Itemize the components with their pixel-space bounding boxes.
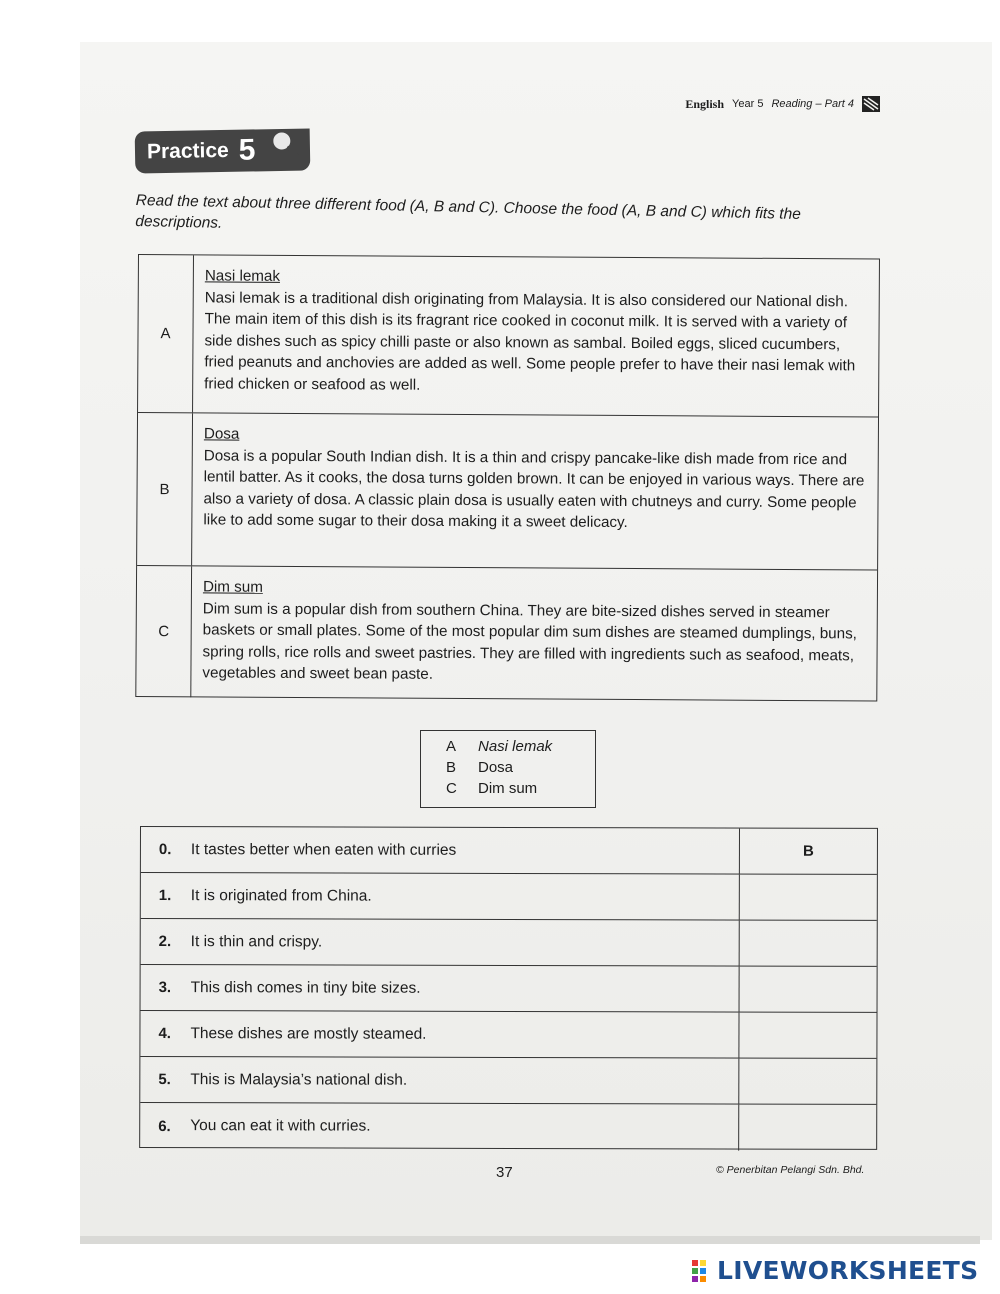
- food-description: [202, 576, 869, 688]
- food-letter: A: [138, 255, 194, 412]
- liveworksheets-watermark: [692, 1256, 978, 1285]
- question-text: It tastes better when eaten with curries: [190, 840, 457, 859]
- food-row: [137, 413, 878, 571]
- question-row: [141, 965, 877, 1013]
- key-food-name: Dim sum: [478, 780, 538, 797]
- book-icon: [862, 96, 880, 112]
- food-descriptions-table: [135, 254, 880, 702]
- key-letter: B: [446, 759, 457, 776]
- key-food-name: Nasi lemak: [478, 738, 553, 755]
- magnifier-icon: [266, 127, 301, 162]
- section-label: Reading – Part 4: [771, 98, 854, 110]
- food-paragraph: Dim sum is a popular dish from southern China. They are bite-sized dishes served in steamer baskets or small plates. Some of the most popular dim sum dishes are steamed dumplings, buns, spring rolls, rice rolls and sweet pastries. They are filled with ingredients such as seafood, meats, vegetables and sweet bean paste.: [202, 599, 857, 683]
- practice-banner: [135, 128, 311, 173]
- food-letter: C: [136, 566, 192, 697]
- question-number: 6.: [158, 1117, 171, 1135]
- questions-table: [139, 826, 878, 1150]
- food-description: [204, 265, 871, 398]
- key-row: [446, 757, 595, 778]
- food-description: [203, 423, 870, 535]
- practice-number: 5: [238, 133, 256, 167]
- practice-label: Practice: [146, 138, 229, 164]
- question-number: 1.: [158, 887, 172, 905]
- food-title: Dim sum: [202, 578, 263, 596]
- question-text: It is originated from China.: [190, 886, 372, 905]
- question-text: These dishes are mostly steamed.: [190, 1024, 427, 1043]
- food-title: Dosa: [203, 425, 240, 443]
- question-number: 3.: [158, 979, 172, 997]
- running-head: [685, 96, 880, 112]
- answer-input-2[interactable]: [739, 921, 877, 966]
- question-row: [141, 873, 877, 921]
- key-row: [446, 736, 595, 757]
- question-text: It is thin and crispy.: [190, 932, 323, 950]
- food-letter: B: [137, 413, 193, 565]
- food-paragraph: Dosa is a popular South Indian dish. It is a thin and crispy pancake-like dish made from rice and lentil batter. As it cooks, the dosa turns golden brown. It can be enjoyed in various ways. There are also a variety of dosa. A classic plain dosa is usually eaten with chutneys and curry. Some people like to add some sugar to their dosa making it a sweet delicacy.: [203, 446, 865, 531]
- subject-label: English: [685, 96, 725, 111]
- page-number: 37: [496, 1164, 513, 1181]
- question-text: You can eat it with curries.: [190, 1117, 371, 1135]
- key-row: [446, 778, 595, 799]
- question-text: This is Malaysia’s national dish.: [190, 1070, 408, 1089]
- question-text: This dish comes in tiny bite sizes.: [190, 978, 421, 997]
- question-row: [140, 1057, 876, 1105]
- publisher-credit: © Penerbitan Pelangi Sdn. Bhd.: [716, 1164, 865, 1176]
- answer-key-box: [420, 730, 596, 808]
- food-title: Nasi lemak: [204, 267, 281, 285]
- question-number: 4.: [158, 1025, 171, 1043]
- answer-input-4[interactable]: [738, 1013, 876, 1058]
- food-row: [136, 566, 877, 702]
- question-row: [141, 919, 877, 967]
- key-letter: A: [446, 738, 457, 755]
- food-row: [138, 255, 879, 418]
- liveworksheets-logo-icon: [692, 1260, 714, 1282]
- year-label: Year 5: [732, 98, 764, 110]
- answer-input-6[interactable]: [738, 1105, 876, 1151]
- food-paragraph: Nasi lemak is a traditional dish originating from Malaysia. It is also considered our National dish. The main item of this dish is its fragrant rice cooked in coconut milk. It is served with a variety of side dishes such as spicy chilli paste or also known as sambal. Boiled eggs, sliced cucumbers, fried peanuts and anchovies are added as well. Some people prefer to have their nasi lemak with fried chicken or seafood as well.: [204, 288, 856, 394]
- question-number: 5.: [158, 1071, 171, 1089]
- instructions: Read the text about three different food (A, B and C). Choose the food (A, B and C) which fits the descriptions.: [135, 191, 801, 232]
- answer-input-3[interactable]: [739, 967, 877, 1012]
- watermark-text: LIVEWORKSHEETS: [717, 1256, 979, 1285]
- question-number: 2.: [158, 933, 172, 951]
- answer-input-1[interactable]: [739, 875, 877, 920]
- question-row: [140, 1103, 876, 1151]
- key-letter: C: [446, 780, 457, 797]
- question-row: [140, 1011, 876, 1059]
- answer-input-5[interactable]: [738, 1059, 876, 1104]
- question-row: [141, 827, 877, 875]
- answer-cell-example: B: [739, 829, 877, 874]
- key-food-name: Dosa: [478, 759, 514, 776]
- question-number: 0.: [158, 841, 172, 859]
- page-edge: [80, 1236, 980, 1244]
